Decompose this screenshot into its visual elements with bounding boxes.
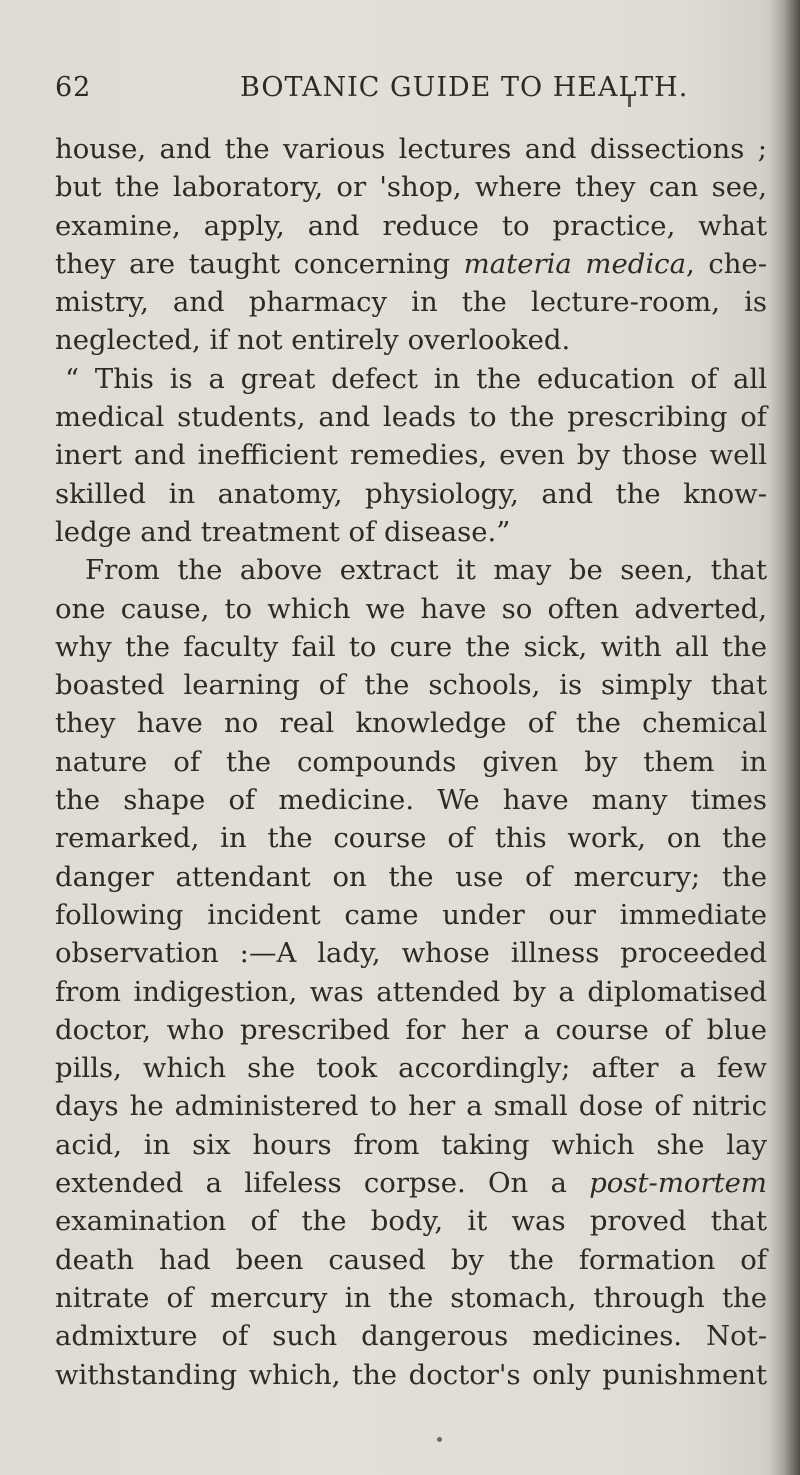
text-line: inert and inefficient remedies, even by those well (55, 439, 767, 472)
text-line: danger attendant on the use of mercury; the (55, 860, 767, 893)
text-line: admixture of such dangerous medicines. Not- (55, 1320, 767, 1353)
text-line: examination of the body, it was proved that (55, 1205, 767, 1238)
text-line: From the above extract it may be seen, that (85, 554, 767, 587)
body-text (55, 130, 767, 1394)
text-line: extended a lifeless corpse. On a post-mortem (55, 1167, 767, 1200)
text-line: medical students, and leads to the prescribing of (55, 401, 767, 434)
text-line: mistry, and pharmacy in the lecture-room, is (55, 286, 767, 319)
text-line: the shape of medicine. We have many times (55, 784, 767, 817)
text-line: why the faculty fail to cure the sick, with all the (55, 630, 767, 663)
text-line: ledge and treatment of disease.” (55, 515, 511, 548)
text-line: neglected, if not entirely overlooked. (55, 324, 571, 357)
text-line: one cause, to which we have so often adverted, (55, 592, 767, 625)
text-line: withstanding which, the doctor's only punishment (55, 1358, 767, 1391)
italic-phrase: materia medica (463, 247, 686, 280)
text-line: doctor, who prescribed for her a course of blue (55, 1013, 767, 1046)
page-number: 62 (55, 72, 92, 103)
text-line: examine, apply, and reduce to practice, what (55, 209, 767, 242)
text-line: nitrate of mercury in the stomach, through the (55, 1281, 767, 1314)
running-title: BOTANIC GUIDE TO HEALTH. (240, 72, 689, 103)
text-line: death had been caused by the formation of (55, 1243, 767, 1276)
page-edge-shadow (770, 0, 800, 1475)
text-line: “ This is a great defect in the education of all (65, 362, 767, 395)
text-line: but the laboratory, or 'shop, where they can see, (55, 171, 767, 204)
text-line: following incident came under our immediate (55, 898, 767, 931)
text-line: pills, which she took accordingly; after a few (55, 1052, 767, 1085)
running-head (55, 72, 755, 112)
text-line: boasted learning of the schools, is simply that (55, 669, 767, 702)
text-line: observation :—A lady, whose illness proceeded (55, 937, 767, 970)
text-line: skilled in anatomy, physiology, and the know- (55, 477, 767, 510)
ink-dot (437, 1437, 442, 1442)
text-line: from indigestion, was attended by a diplomatised (55, 975, 767, 1008)
text-line: they have no real knowledge of the chemical (55, 707, 767, 740)
text-line: nature of the compounds given by them in (55, 745, 767, 778)
italic-phrase: post-mortem (589, 1167, 767, 1200)
text-line: acid, in six hours from taking which she lay (55, 1128, 767, 1161)
text-line: remarked, in the course of this work, on the (55, 822, 767, 855)
text-line: they are taught concerning materia medica, che- (55, 247, 767, 280)
text-line: house, and the various lectures and dissections ; (55, 133, 767, 165)
text-line: days he administered to her a small dose of nitric (55, 1090, 767, 1123)
